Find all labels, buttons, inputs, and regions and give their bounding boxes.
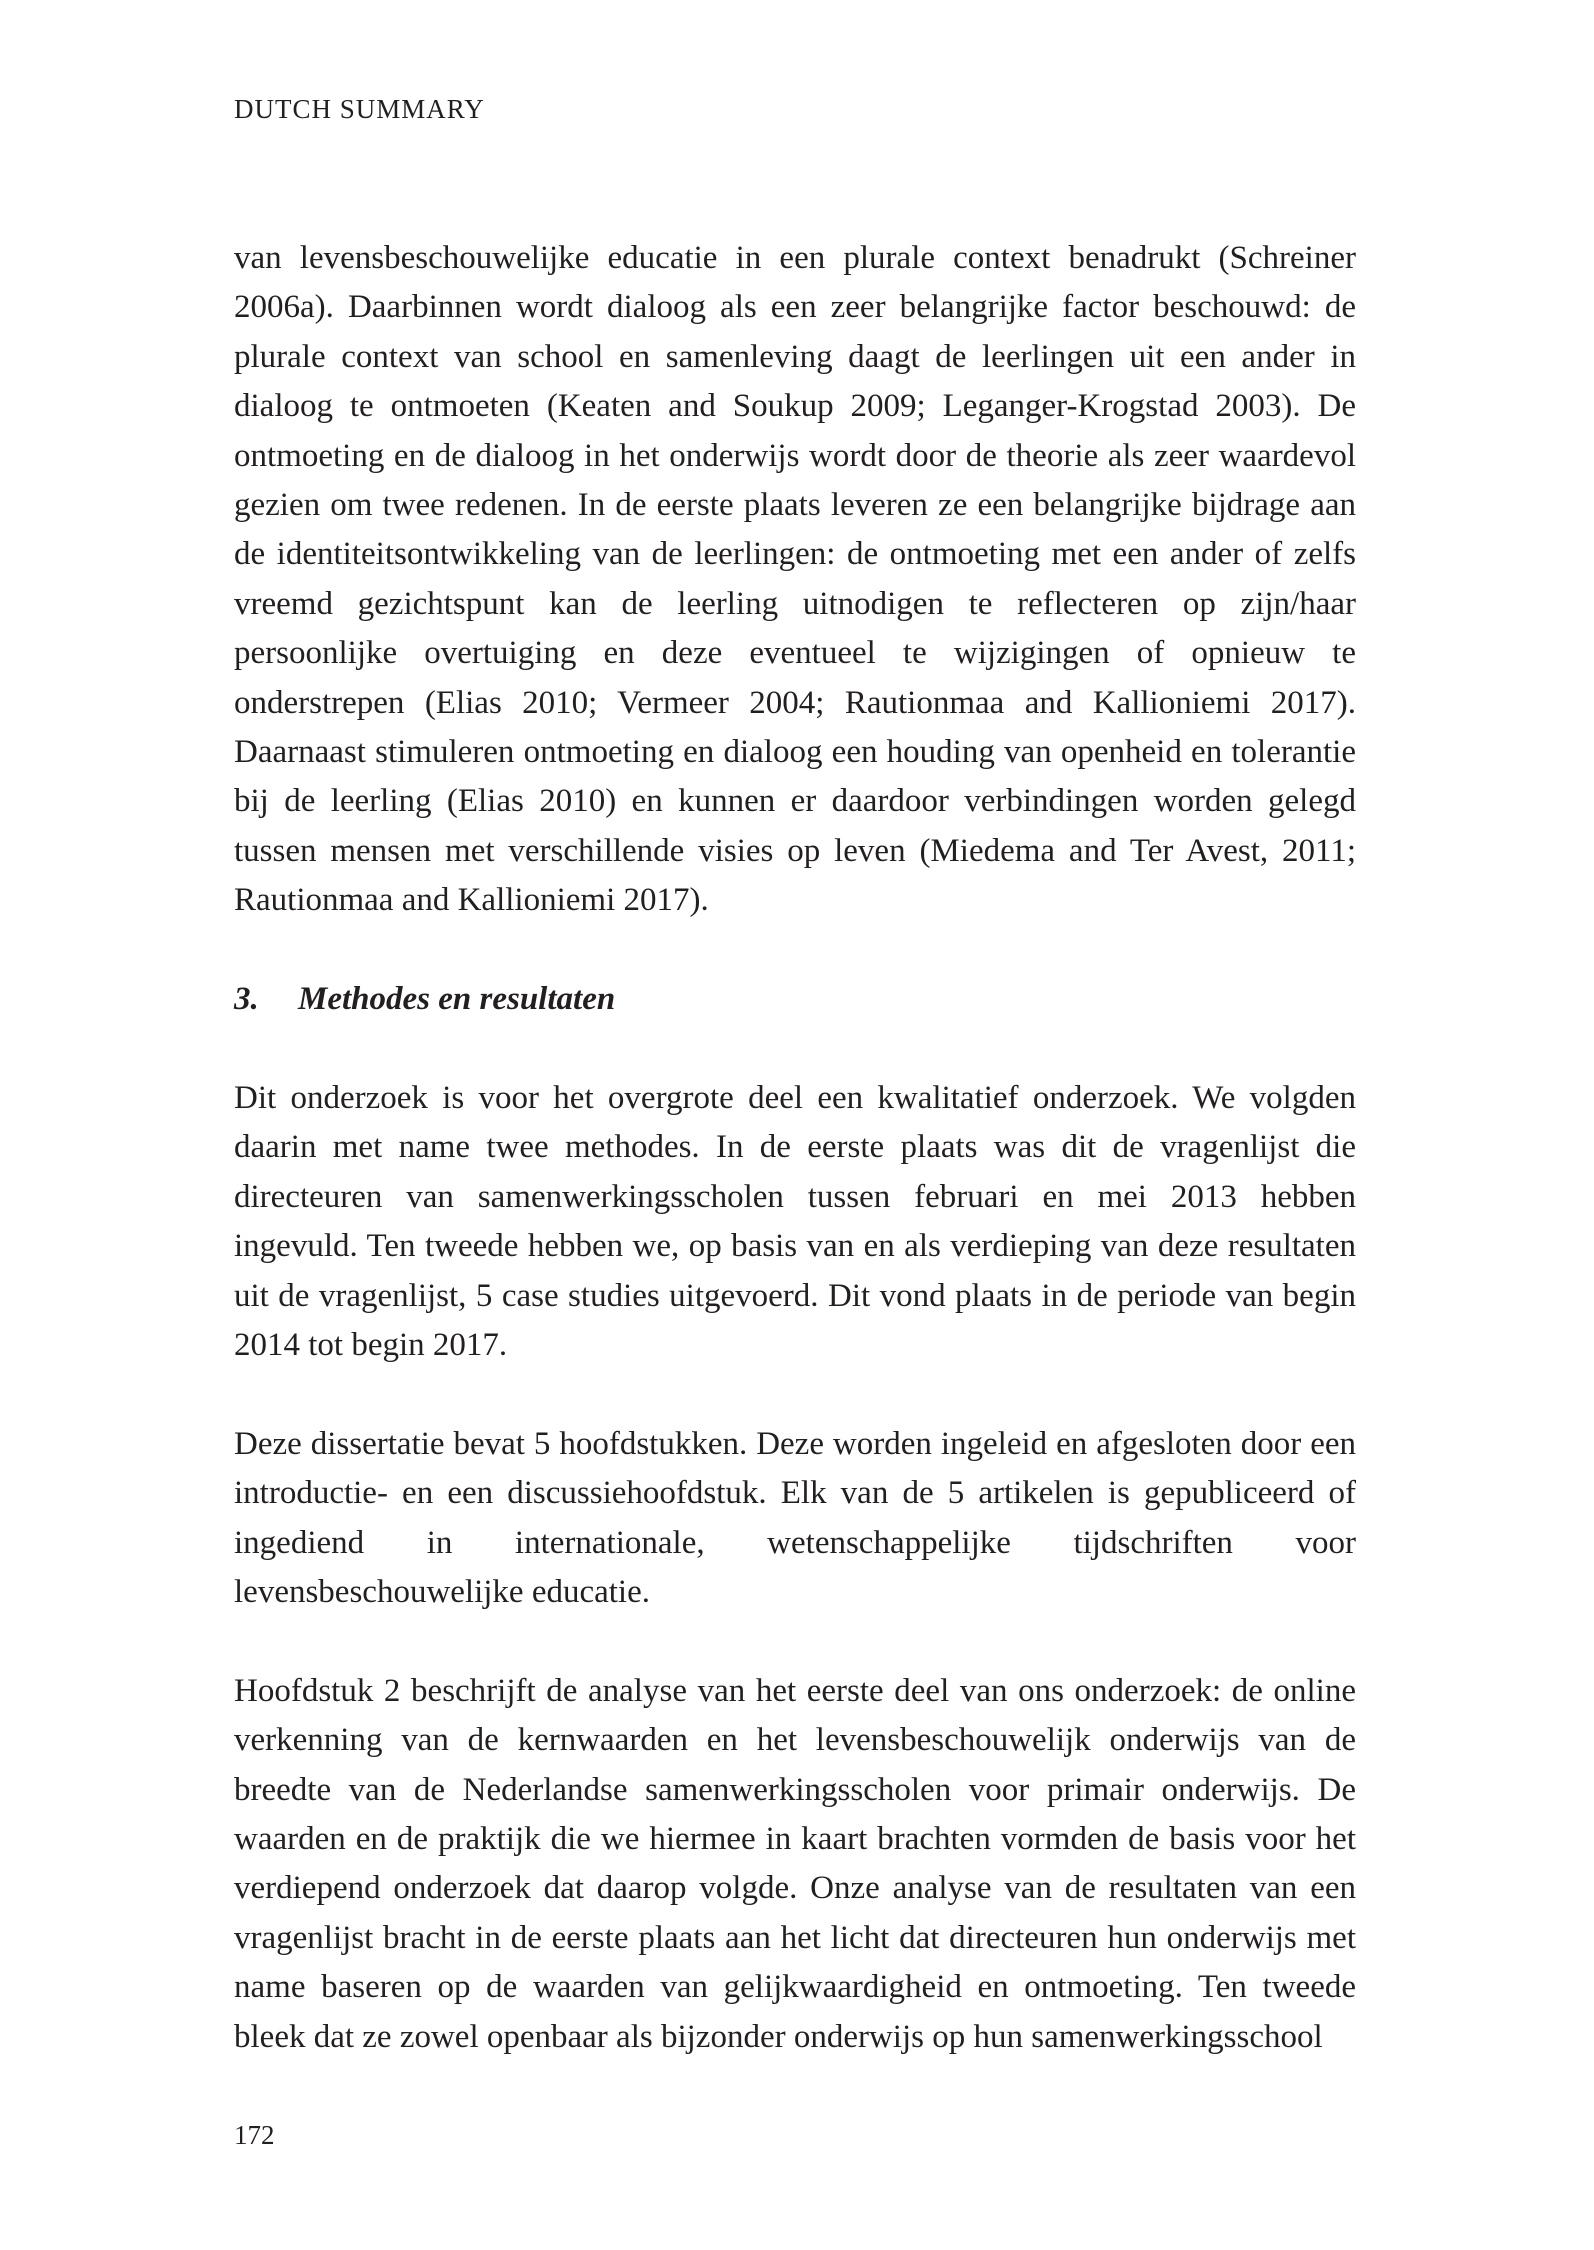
section-title: Methodes en resultaten <box>298 981 616 1018</box>
section-heading <box>234 975 1356 1024</box>
running-header: DUTCH SUMMARY <box>234 94 485 124</box>
paragraph-chapter-2: Hoofdstuk 2 beschrijft de analyse van het eerste deel van ons onderzoek: de online verkenning van de kernwaarden en het levensbeschouwelijk onderwijs van de breedte van de Nederlandse samenwerkingsscholen voor primair onderwijs. De waarden en de praktijk die we hiermee in kaart brachten vormden de basis voor het verdiepend onderzoek dat daarop volgde. Onze analyse van de resultaten van een vragenlijst bracht in de eerste plaats aan het licht dat directeuren hun onderwijs met name baseren op de waarden van gelijkwaardigheid en ontmoeting. Ten tweede bleek dat ze zowel openbaar als bijzonder onderwijs op hun samenwerkingsschool <box>234 1672 1356 2055</box>
paragraph-dialogue: van levensbeschouwelijke educatie in een plurale context benadrukt (Schreiner 2006a). Daarbinnen wordt dialoog als een zeer belangrijke factor beschouwd: de plurale context van school en samenleving daagt de leerlingen uit een ander in dialoog te ontmoeten (Keaten and Soukup 2009; Leganger-Krogstad 2003). De ontmoeting en de dialoog in het onderwijs wordt door de theorie als zeer waardevol gezien om twee redenen. In de eerste plaats leveren ze een belangrijke bijdrage aan de identiteitsontwikkeling van de leerlingen: de ontmoeting met een ander of zelfs vreemd gezichtspunt kan de leerling uitnodigen te reflecteren op zijn/haar persoonlijke overtuiging en deze eventueel te wijzigingen of opnieuw te onderstrepen (Elias 2010; Vermeer 2004; Rautionmaa and Kallioniemi 2017). Daarnaast stimuleren ontmoeting en dialoog een houding van openheid en tolerantie bij de leerling (Elias 2010) en kunnen er daardoor verbindingen worden gelegd tussen mensen met verschillende visies op leven (Miedema and Ter Avest, 2011; Rautionmaa and Kallioniemi 2017). <box>234 240 1356 919</box>
body-text <box>234 234 1356 2062</box>
paragraph-chapters: Deze dissertatie bevat 5 hoofdstukken. Deze worden ingeleid en afgesloten door een introductie- en een discussiehoofdstuk. Elk van de 5 artikelen is gepubliceerd of ingediend in internationale, wetenschappelijke tijdschriften voor levensbeschouwelijke educatie. <box>234 1425 1356 1610</box>
paragraph-methods: Dit onderzoek is voor het overgrote deel een kwalitatief onderzoek. We volgden daarin met name twee methodes. In de eerste plaats was dit de vragenlijst die directeuren van samenwerkingsscholen tussen februari en mei 2013 hebben ingevuld. Ten tweede hebben we, op basis van en als verdieping van deze resultaten uit de vragenlijst, 5 case studies uitgevoerd. Dit vond plaats in de periode van begin 2014 tot begin 2017. <box>234 1079 1356 1363</box>
page-number: 172 <box>234 2120 275 2150</box>
section-number: 3. <box>234 981 259 1018</box>
